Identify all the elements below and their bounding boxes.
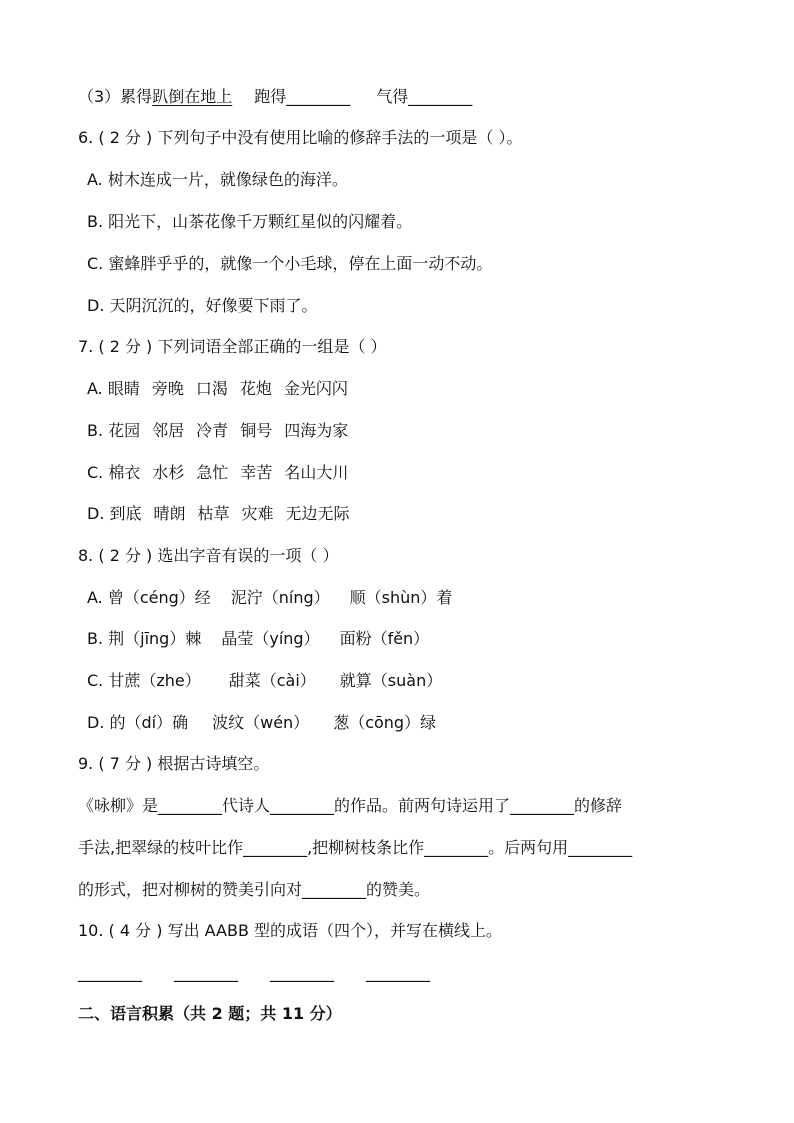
question-9-header bbox=[78, 752, 269, 776]
option-word: 顺（shùn）着 bbox=[349, 588, 453, 607]
question-10-text: 写出 AABB 型的成语（四个），并写在横线上。 bbox=[167, 921, 503, 940]
section-heading: 二、语言积累（共 2 题；共 11 分） bbox=[78, 1004, 342, 1023]
option-word: 铜号 bbox=[240, 421, 273, 440]
question-6-header bbox=[78, 126, 522, 150]
question-9-line-2[interactable]: 手法,把翠绿的枝叶比作________,把柳树枝条比作________。后两句用________ bbox=[78, 838, 633, 857]
option-word: A. 曾（céng）经 bbox=[87, 588, 211, 607]
option-word: C. 甘蔗（zhe） bbox=[87, 671, 201, 690]
question-7-text: 下列词语全部正确的一组是（ ） bbox=[157, 337, 387, 356]
question-7-option-d[interactable] bbox=[87, 502, 350, 526]
q5-item-3 bbox=[78, 85, 472, 109]
answer-blank[interactable]: ________ bbox=[78, 963, 142, 982]
question-9-line-1[interactable]: 《咏柳》是________代诗人________的作品。前两句诗运用了________的修辞 bbox=[78, 796, 623, 815]
question-9-text: 根据古诗填空。 bbox=[157, 754, 270, 773]
option-word: C. 棉衣 bbox=[87, 463, 141, 482]
option-word: D. 的（dí）确 bbox=[87, 713, 189, 732]
question-8-header bbox=[78, 544, 338, 568]
option-word: 急忙 bbox=[196, 463, 229, 482]
question-9-score: ( 7 分 ) bbox=[98, 754, 153, 773]
option-word: B. 荆（jīng）棘 bbox=[87, 629, 202, 648]
option-word: 面粉（fěn） bbox=[339, 629, 430, 648]
question-7-score: ( 2 分 ) bbox=[98, 337, 153, 356]
answer-blank[interactable]: ________ bbox=[270, 963, 334, 982]
q5-item-3-example: 趴倒在地上 bbox=[152, 87, 233, 106]
question-8-score: ( 2 分 ) bbox=[98, 546, 153, 565]
option-word: 甜菜（cài） bbox=[228, 671, 316, 690]
option-word: 旁晚 bbox=[151, 379, 184, 398]
option-word: 泥泞（níng） bbox=[230, 588, 330, 607]
question-7-option-a[interactable] bbox=[87, 377, 348, 401]
question-6-option-a[interactable]: A. 树木连成一片，就像绿色的海洋。 bbox=[87, 170, 348, 189]
option-word: 晴朗 bbox=[153, 504, 186, 523]
answer-blank[interactable]: ________ bbox=[366, 963, 430, 982]
option-word: 花炮 bbox=[239, 379, 272, 398]
question-8-option-c[interactable] bbox=[87, 669, 442, 693]
question-8-option-d[interactable] bbox=[87, 711, 436, 735]
question-6-score: ( 2 分 ) bbox=[98, 128, 153, 147]
option-word: 邻居 bbox=[152, 421, 185, 440]
question-10-blanks bbox=[78, 961, 430, 985]
question-8-option-b[interactable] bbox=[87, 627, 429, 651]
option-word: 波纹（wén） bbox=[212, 713, 310, 732]
option-word: 幸苦 bbox=[240, 463, 273, 482]
option-word: 灾难 bbox=[241, 504, 274, 523]
option-word: 四海为家 bbox=[284, 421, 349, 440]
option-word: 就算（suàn） bbox=[339, 671, 443, 690]
question-10-header bbox=[78, 919, 502, 943]
option-word: 水杉 bbox=[152, 463, 185, 482]
question-7-option-b[interactable] bbox=[87, 419, 348, 443]
option-word: B. 花园 bbox=[87, 421, 141, 440]
question-8-text: 选出字音有误的一项（ ） bbox=[157, 546, 339, 565]
question-6-text: 下列句子中没有使用比喻的修辞手法的一项是（ ）。 bbox=[157, 128, 523, 147]
option-word: D. 到底 bbox=[87, 504, 142, 523]
question-9-number: 9. bbox=[78, 754, 94, 773]
option-word: 晶莹（yíng） bbox=[221, 629, 320, 648]
question-7-number: 7. bbox=[78, 337, 94, 356]
option-word: A. 眼睛 bbox=[87, 379, 140, 398]
option-word: 枯草 bbox=[197, 504, 230, 523]
question-8-number: 8. bbox=[78, 546, 94, 565]
option-word: 冷青 bbox=[196, 421, 229, 440]
question-6-option-c[interactable]: C. 蜜蜂胖乎乎的，就像一个小毛球，停在上面一动不动。 bbox=[87, 254, 493, 273]
option-word: 名山大川 bbox=[284, 463, 349, 482]
question-7-option-c[interactable] bbox=[87, 461, 348, 485]
question-10-number: 10. bbox=[78, 921, 104, 940]
answer-blank[interactable]: ________ bbox=[174, 963, 238, 982]
question-8-option-a[interactable] bbox=[87, 586, 452, 610]
question-6-option-d[interactable]: D. 天阴沉沉的，好像要下雨了。 bbox=[87, 296, 318, 315]
question-9-line-3[interactable]: 的形式，把对柳树的赞美引向对________的赞美。 bbox=[78, 880, 431, 899]
question-6-option-b[interactable]: B. 阳光下，山茶花像千万颗红星似的闪耀着。 bbox=[87, 212, 413, 231]
question-10-score: ( 4 分 ) bbox=[108, 921, 163, 940]
q5-item-3-prefix: （3）累得 bbox=[78, 87, 153, 106]
q5-item-3-blank-1[interactable]: 跑得________ bbox=[254, 87, 351, 106]
option-word: 口渴 bbox=[195, 379, 228, 398]
question-7-header bbox=[78, 335, 386, 359]
question-6-number: 6. bbox=[78, 128, 94, 147]
option-word: 无边无际 bbox=[285, 504, 350, 523]
option-word: 葱（cōng）绿 bbox=[333, 713, 437, 732]
q5-item-3-blank-2[interactable]: 气得________ bbox=[376, 87, 473, 106]
option-word: 金光闪闪 bbox=[283, 379, 348, 398]
